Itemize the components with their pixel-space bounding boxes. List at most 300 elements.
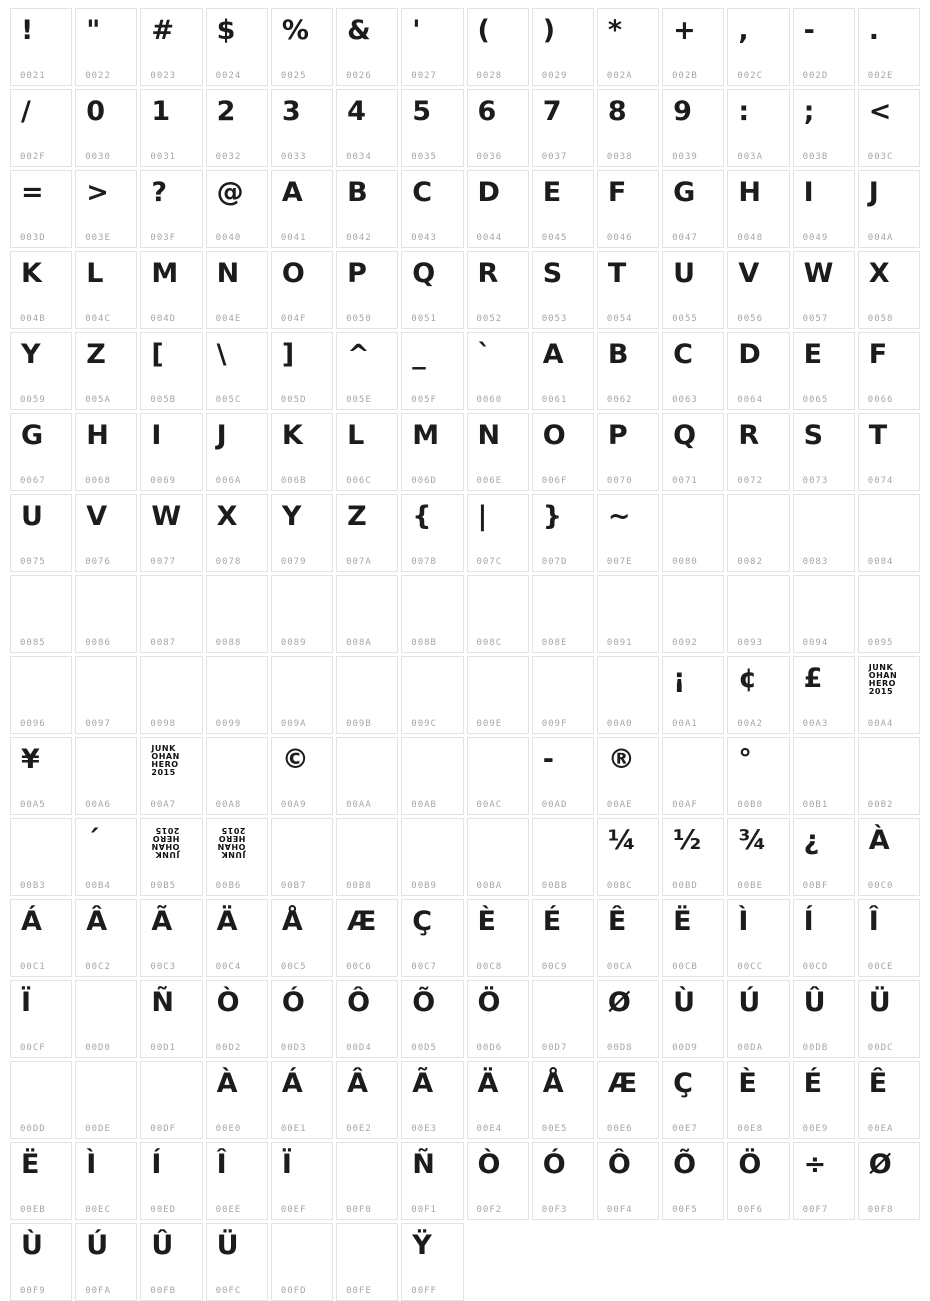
glyph-cell — [401, 494, 463, 572]
glyph-cell — [140, 1061, 202, 1139]
glyph-cell — [401, 413, 463, 491]
glyph-cell — [10, 251, 72, 329]
glyph-cell — [662, 656, 724, 734]
glyph: ' — [412, 15, 421, 46]
codepoint-label: 00B4 — [85, 881, 111, 891]
codepoint-label: 008E — [541, 638, 568, 648]
codepoint-label: 00A4 — [867, 719, 894, 729]
glyph: / — [21, 96, 31, 127]
codepoint-label: 0057 — [802, 314, 829, 324]
codepoint-label: 004F — [280, 314, 307, 324]
codepoint-label: 00D3 — [280, 1043, 307, 1053]
glyph-cell — [597, 1061, 659, 1139]
glyph-cell — [662, 8, 724, 86]
logo-line: JUNK — [220, 850, 246, 859]
glyph-cell — [597, 1142, 659, 1220]
glyph: R — [477, 258, 499, 289]
glyph: M — [151, 258, 179, 289]
glyph-cell — [75, 899, 137, 977]
glyph-cell — [271, 818, 333, 896]
logo-line: OHAN — [216, 842, 246, 851]
glyph: > — [86, 177, 109, 208]
codepoint-label: 00D4 — [346, 1043, 372, 1053]
glyph-cell — [532, 8, 594, 86]
glyph: Ù — [673, 987, 696, 1018]
glyph-cell — [532, 818, 594, 896]
codepoint-label: 002E — [867, 71, 894, 81]
codepoint-label: 00F9 — [20, 1286, 46, 1296]
codepoint-label: 0086 — [85, 638, 111, 648]
glyph: È — [738, 1068, 757, 1099]
glyph: Æ — [607, 1068, 638, 1099]
glyph-cell — [597, 899, 659, 977]
glyph: : — [738, 96, 750, 127]
glyph: ? — [151, 177, 168, 208]
codepoint-label: 0082 — [737, 557, 764, 567]
designer-logo-glyph — [869, 664, 897, 696]
glyph: Ò — [477, 1149, 501, 1180]
glyph: Á — [21, 906, 42, 937]
glyph: J — [216, 420, 227, 451]
codepoint-label: 00BD — [672, 881, 698, 891]
logo-line: HERO — [868, 679, 896, 688]
glyph-cell — [793, 899, 855, 977]
glyph-cell — [140, 1223, 202, 1301]
glyph: P — [347, 258, 367, 289]
glyph-cell — [727, 1061, 789, 1139]
glyph-cell — [662, 332, 724, 410]
glyph-cell — [467, 332, 529, 410]
glyph: # — [151, 15, 175, 46]
glyph-cell — [75, 575, 137, 653]
glyph: ] — [281, 339, 295, 370]
glyph: = — [21, 177, 44, 208]
glyph: Ç — [673, 1068, 693, 1099]
codepoint-label: 0058 — [867, 314, 894, 324]
codepoint-label: 0079 — [280, 557, 307, 567]
codepoint-label: 0070 — [606, 476, 633, 486]
glyph-cell — [206, 413, 268, 491]
logo-line: OHAN — [151, 752, 180, 761]
glyph-cell — [858, 818, 920, 896]
codepoint-label: 0032 — [215, 152, 242, 162]
codepoint-label: 0095 — [867, 638, 894, 648]
glyph-cell — [10, 818, 72, 896]
codepoint-label: 00DC — [867, 1043, 894, 1053]
glyph: Z — [86, 339, 106, 370]
glyph: Í — [151, 1149, 162, 1180]
codepoint-label: 0043 — [411, 233, 437, 243]
glyph-cell — [75, 89, 137, 167]
glyph: Ü — [868, 987, 891, 1018]
codepoint-label: 0077 — [150, 557, 177, 567]
glyph-cell — [662, 89, 724, 167]
codepoint-label: 00EE — [215, 1205, 242, 1215]
codepoint-label: 00AC — [476, 800, 503, 810]
glyph: . — [868, 15, 880, 46]
codepoint-label: 00FF — [411, 1286, 437, 1296]
glyph-cell — [140, 494, 202, 572]
glyph: Ñ — [412, 1149, 435, 1180]
codepoint-label: 0078 — [215, 557, 242, 567]
codepoint-label: 00FB — [150, 1286, 177, 1296]
codepoint-label: 00BC — [606, 881, 633, 891]
logo-line: 2015 — [868, 687, 894, 696]
codepoint-label: 002C — [737, 71, 764, 81]
glyph-cell — [727, 899, 789, 977]
glyph-cell — [467, 413, 529, 491]
glyph-cell — [336, 1142, 398, 1220]
codepoint-label: 00B3 — [20, 881, 46, 891]
glyph-cell — [206, 818, 268, 896]
glyph: I — [803, 177, 814, 208]
codepoint-label: 004A — [867, 233, 894, 243]
glyph: ` — [477, 339, 491, 370]
glyph-cell — [532, 332, 594, 410]
glyph-cell — [662, 899, 724, 977]
glyph-cell — [401, 1142, 463, 1220]
glyph-cell — [662, 575, 724, 653]
glyph-cell — [793, 1142, 855, 1220]
glyph: B — [347, 177, 368, 208]
glyph-cell — [793, 494, 855, 572]
glyph-cell — [793, 332, 855, 410]
codepoint-label: 0060 — [476, 395, 503, 405]
glyph: 1 — [151, 96, 171, 127]
codepoint-label: 0072 — [737, 476, 764, 486]
designer-logo-glyph — [217, 826, 245, 858]
glyph-cell — [336, 8, 398, 86]
glyph-cell — [206, 1061, 268, 1139]
glyph: Û — [151, 1230, 174, 1261]
codepoint-label: 00E7 — [672, 1124, 698, 1134]
glyph-cell — [140, 170, 202, 248]
glyph-cell — [271, 413, 333, 491]
glyph-cell — [727, 737, 789, 815]
glyph-cell — [401, 656, 463, 734]
codepoint-label: 00E8 — [737, 1124, 764, 1134]
glyph: W — [803, 258, 834, 289]
glyph-cell — [336, 494, 398, 572]
glyph-cell — [793, 413, 855, 491]
glyph-cell — [10, 170, 72, 248]
glyph-cell — [532, 89, 594, 167]
glyph-cell — [662, 494, 724, 572]
glyph: Y — [281, 501, 302, 532]
glyph: Q — [673, 420, 697, 451]
glyph: É — [803, 1068, 823, 1099]
glyph: ¢ — [738, 663, 758, 694]
codepoint-label: 0049 — [802, 233, 829, 243]
glyph: Ä — [216, 906, 238, 937]
codepoint-label: 0063 — [672, 395, 698, 405]
glyph-cell — [532, 413, 594, 491]
codepoint-label: 00EB — [20, 1205, 46, 1215]
glyph: C — [412, 177, 433, 208]
glyph-cell — [10, 1061, 72, 1139]
glyph-cell — [336, 656, 398, 734]
codepoint-label: 00B2 — [867, 800, 894, 810]
codepoint-label: 0088 — [215, 638, 242, 648]
glyph-cell — [75, 332, 137, 410]
glyph-cell — [597, 332, 659, 410]
glyph: A — [281, 177, 303, 208]
glyph-cell — [727, 1142, 789, 1220]
glyph: L — [347, 420, 365, 451]
glyph: D — [477, 177, 500, 208]
codepoint-label: 0048 — [737, 233, 764, 243]
glyph: Ÿ — [412, 1230, 432, 1261]
codepoint-label: 002F — [20, 152, 46, 162]
codepoint-label: 00BA — [476, 881, 503, 891]
codepoint-label: 0037 — [541, 152, 568, 162]
glyph-cell — [140, 251, 202, 329]
codepoint-label: 0067 — [20, 476, 46, 486]
glyph-cell — [140, 8, 202, 86]
glyph: 7 — [542, 96, 562, 127]
codepoint-label: 0096 — [20, 719, 46, 729]
glyph: [ — [151, 339, 164, 370]
glyph: © — [281, 744, 309, 775]
glyph-cell — [467, 656, 529, 734]
codepoint-label: 006B — [280, 476, 307, 486]
glyph-cell — [793, 251, 855, 329]
glyph-cell — [336, 980, 398, 1058]
glyph-cell — [271, 494, 333, 572]
glyph: É — [542, 906, 562, 937]
glyph-cell — [271, 170, 333, 248]
glyph-cell — [336, 818, 398, 896]
codepoint-label: 0034 — [346, 152, 372, 162]
glyph: Ó — [542, 1149, 566, 1180]
glyph: £ — [803, 663, 823, 694]
glyph: 4 — [347, 96, 366, 127]
glyph: B — [607, 339, 629, 370]
codepoint-label: 009F — [541, 719, 568, 729]
codepoint-label: 0027 — [411, 71, 437, 81]
glyph-cell — [10, 899, 72, 977]
logo-line: HERO — [151, 760, 179, 769]
codepoint-label: 00D6 — [476, 1043, 503, 1053]
glyph-cell — [401, 332, 463, 410]
glyph: Â — [347, 1068, 368, 1099]
glyph: 8 — [607, 96, 627, 127]
glyph-cell — [10, 89, 72, 167]
codepoint-label: 003B — [802, 152, 829, 162]
glyph: Õ — [673, 1149, 697, 1180]
codepoint-label: 004E — [215, 314, 242, 324]
glyph-cell — [10, 575, 72, 653]
glyph: Å — [281, 906, 303, 937]
glyph-cell — [75, 413, 137, 491]
glyph: E — [542, 177, 562, 208]
codepoint-label: 0089 — [280, 638, 307, 648]
glyph-cell — [532, 737, 594, 815]
glyph-cell — [336, 89, 398, 167]
codepoint-label: 005A — [85, 395, 111, 405]
glyph-cell — [206, 656, 268, 734]
glyph-cell — [401, 8, 463, 86]
codepoint-label: 005B — [150, 395, 177, 405]
glyph-cell — [467, 899, 529, 977]
codepoint-label: 002D — [802, 71, 829, 81]
codepoint-label: 0038 — [606, 152, 633, 162]
glyph-cell — [662, 1061, 724, 1139]
glyph: O — [281, 258, 305, 289]
glyph: Ï — [281, 1149, 292, 1180]
codepoint-label: 00A6 — [85, 800, 111, 810]
glyph-cell — [467, 89, 529, 167]
codepoint-label: 00E2 — [346, 1124, 372, 1134]
glyph: 0 — [86, 96, 105, 127]
glyph-cell — [727, 89, 789, 167]
glyph-cell — [532, 899, 594, 977]
codepoint-label: 0022 — [85, 71, 111, 81]
codepoint-label: 00CF — [20, 1043, 46, 1053]
codepoint-label: 0028 — [476, 71, 503, 81]
codepoint-label: 00C3 — [150, 962, 177, 972]
glyph-cell — [336, 332, 398, 410]
glyph: Ô — [347, 987, 371, 1018]
glyph: $ — [216, 15, 236, 46]
codepoint-label: 0040 — [215, 233, 242, 243]
glyph-cell — [662, 737, 724, 815]
glyph-cell — [793, 170, 855, 248]
glyph-cell — [206, 170, 268, 248]
glyph-cell — [271, 980, 333, 1058]
codepoint-label: 00D1 — [150, 1043, 177, 1053]
glyph-cell — [10, 980, 72, 1058]
glyph-cell — [467, 170, 529, 248]
codepoint-label: 00B0 — [737, 800, 764, 810]
glyph: À — [868, 825, 890, 856]
codepoint-label: 0062 — [606, 395, 633, 405]
glyph-cell — [206, 1142, 268, 1220]
glyph-cell — [336, 737, 398, 815]
codepoint-label: 0031 — [150, 152, 177, 162]
glyph: U — [673, 258, 696, 289]
codepoint-label: 0076 — [85, 557, 111, 567]
glyph-cell — [532, 1142, 594, 1220]
glyph: È — [477, 906, 496, 937]
codepoint-label: 00E9 — [802, 1124, 829, 1134]
codepoint-label: 008C — [476, 638, 503, 648]
glyph-cell — [532, 170, 594, 248]
glyph: _ — [412, 339, 426, 370]
codepoint-label: 005E — [346, 395, 372, 405]
codepoint-label: 009A — [280, 719, 307, 729]
glyph: ° — [738, 744, 752, 775]
glyph-cell — [597, 575, 659, 653]
glyph: À — [216, 1068, 238, 1099]
logo-line: HERO — [217, 834, 246, 843]
glyph-cell — [140, 1142, 202, 1220]
glyph-cell — [271, 89, 333, 167]
glyph: ¥ — [21, 744, 40, 775]
codepoint-label: 00B6 — [215, 881, 242, 891]
codepoint-label: 00C9 — [541, 962, 568, 972]
codepoint-label: 006F — [541, 476, 568, 486]
codepoint-label: 003E — [85, 233, 111, 243]
glyph-cell — [467, 737, 529, 815]
glyph-cell — [336, 1223, 398, 1301]
codepoint-label: 00D9 — [672, 1043, 698, 1053]
glyph-cell — [140, 575, 202, 653]
codepoint-label: 00C2 — [85, 962, 111, 972]
codepoint-label: 0029 — [541, 71, 568, 81]
codepoint-label: 0054 — [606, 314, 633, 324]
glyph-cell — [662, 413, 724, 491]
codepoint-label: 00F5 — [672, 1205, 698, 1215]
glyph: D — [738, 339, 761, 370]
glyph: Ì — [738, 906, 749, 937]
glyph: ¡ — [673, 663, 686, 694]
codepoint-label: 00E6 — [606, 1124, 633, 1134]
glyph-cell — [75, 8, 137, 86]
glyph: ! — [21, 15, 34, 46]
glyph: E — [803, 339, 823, 370]
codepoint-label: 0071 — [672, 476, 698, 486]
codepoint-label: 0035 — [411, 152, 437, 162]
codepoint-label: 0087 — [150, 638, 177, 648]
glyph-cell — [75, 1061, 137, 1139]
codepoint-label: 00A3 — [802, 719, 829, 729]
glyph-cell — [597, 818, 659, 896]
codepoint-label: 0044 — [476, 233, 503, 243]
codepoint-label: 0061 — [541, 395, 568, 405]
glyph: Î — [868, 906, 879, 937]
codepoint-label: 003C — [867, 152, 894, 162]
glyph: ´ — [86, 825, 100, 856]
glyph-cell — [727, 494, 789, 572]
glyph-cell — [336, 170, 398, 248]
codepoint-label: 00CA — [606, 962, 633, 972]
codepoint-label: 00A0 — [606, 719, 633, 729]
glyph-cell — [401, 89, 463, 167]
codepoint-label: 0045 — [541, 233, 568, 243]
glyph: ) — [542, 15, 556, 46]
glyph-cell — [401, 899, 463, 977]
glyph: C — [673, 339, 693, 370]
codepoint-label: 00B9 — [411, 881, 437, 891]
glyph-cell — [858, 413, 920, 491]
logo-line: JUNK — [868, 663, 894, 672]
glyph: , — [738, 15, 749, 46]
codepoint-label: 0023 — [150, 71, 177, 81]
glyph-cell — [271, 1142, 333, 1220]
codepoint-label: 0033 — [280, 152, 307, 162]
glyph-cell — [467, 251, 529, 329]
codepoint-label: 00EC — [85, 1205, 111, 1215]
glyph-cell — [597, 494, 659, 572]
glyph-cell — [597, 251, 659, 329]
codepoint-label: 009B — [346, 719, 372, 729]
glyph: S — [542, 258, 563, 289]
glyph: U — [21, 501, 43, 532]
glyph-cell — [858, 494, 920, 572]
codepoint-label: 0021 — [20, 71, 46, 81]
glyph-cell — [793, 575, 855, 653]
glyph-cell — [10, 8, 72, 86]
glyph-cell — [793, 656, 855, 734]
glyph-cell — [662, 980, 724, 1058]
glyph-cell — [401, 818, 463, 896]
codepoint-label: 0073 — [802, 476, 829, 486]
codepoint-label: 007A — [346, 557, 372, 567]
codepoint-label: 008A — [346, 638, 372, 648]
codepoint-label: 005C — [215, 395, 242, 405]
glyph-cell — [206, 980, 268, 1058]
